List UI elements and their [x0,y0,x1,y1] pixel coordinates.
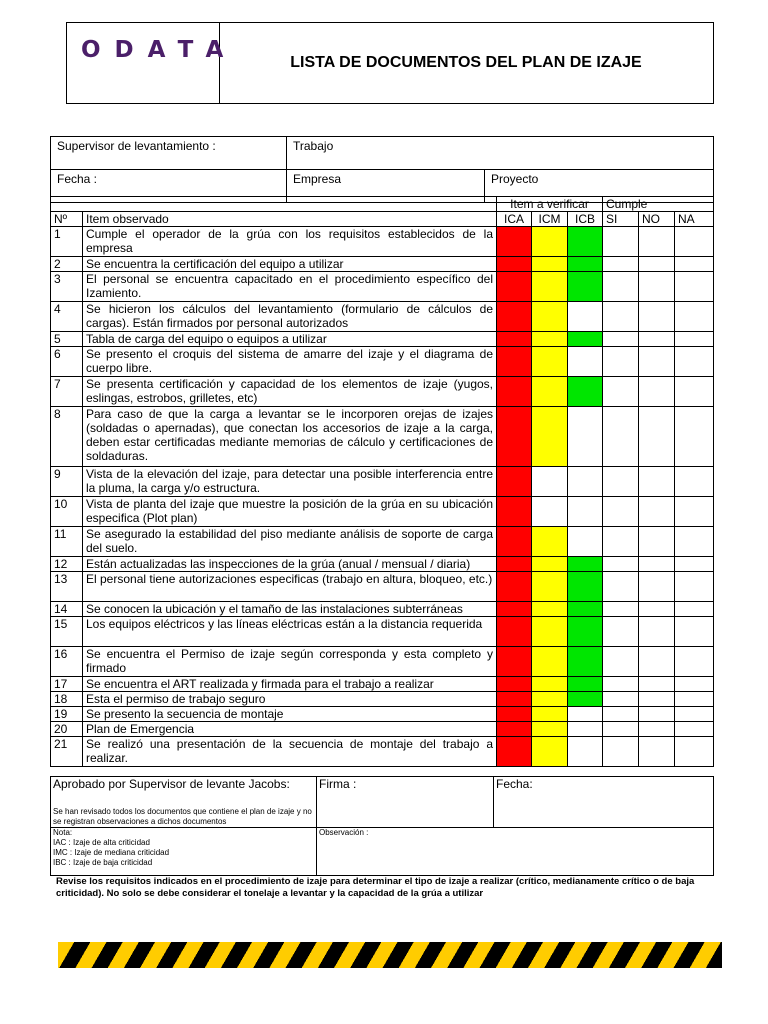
na-checkbox[interactable] [675,227,714,257]
na-checkbox[interactable] [675,677,714,692]
item-number: 10 [51,497,83,527]
table-row [51,332,714,347]
table-row [51,677,714,692]
item-number: 2 [51,257,83,272]
item-number: 17 [51,677,83,692]
cumple-header: Cumple [603,197,714,212]
ica-cell [497,407,532,467]
icm-cell [532,692,568,707]
no-checkbox[interactable] [639,692,675,707]
na-checkbox[interactable] [675,497,714,527]
item-number: 12 [51,557,83,572]
si-checkbox[interactable] [603,467,639,497]
si-checkbox[interactable] [603,692,639,707]
no-checkbox[interactable] [639,257,675,272]
item-text: El personal se encuentra capacitado en el procedimiento específico del Izamiento. [83,272,497,302]
ica-cell [497,572,532,602]
na-checkbox[interactable] [675,557,714,572]
icb-cell [568,347,603,377]
icb-cell [568,602,603,617]
na-checkbox[interactable] [675,467,714,497]
icm-cell [532,302,568,332]
ica-cell [497,617,532,647]
header-box [66,22,714,104]
na-checkbox[interactable] [675,647,714,677]
na-checkbox[interactable] [675,332,714,347]
no-checkbox[interactable] [639,707,675,722]
ica-cell [497,557,532,572]
ica-cell [497,692,532,707]
item-text: Se asegurado la estabilidad del piso mediante análisis de soporte de carga del suelo. [83,527,497,557]
si-checkbox[interactable] [603,647,639,677]
icm-cell [532,332,568,347]
item-text: Se presento la secuencia de montaje [83,707,497,722]
icb-cell [568,692,603,707]
icm-cell [532,347,568,377]
item-text: Esta el permiso de trabajo seguro [83,692,497,707]
ica-cell [497,227,532,257]
fecha-field[interactable]: Fecha : [51,170,287,203]
no-checkbox[interactable] [639,227,675,257]
approval-table [50,776,714,876]
item-number: 13 [51,572,83,602]
ica-cell [497,527,532,557]
table-row [51,527,714,557]
icm-cell [532,527,568,557]
ica-cell [497,602,532,617]
icb-cell [568,302,603,332]
item-number: 15 [51,617,83,647]
item-number: 20 [51,722,83,737]
ica-cell [497,377,532,407]
info-table [50,136,714,203]
si-checkbox[interactable] [603,377,639,407]
observacion-field[interactable]: Observación : [317,828,714,876]
ica-cell [497,707,532,722]
icm-cell [532,722,568,737]
table-row [51,272,714,302]
na-header: NA [675,212,714,227]
item-number: 19 [51,707,83,722]
no-header: NO [639,212,675,227]
ibc-legend: IBC : Izaje de baja criticidad [53,858,153,867]
table-row [51,692,714,707]
si-checkbox[interactable] [603,407,639,467]
table-row [51,557,714,572]
icb-cell [568,617,603,647]
item-text: Se conocen la ubicación y el tamaño de las instalaciones subterráneas [83,602,497,617]
table-row [51,572,714,602]
si-checkbox[interactable] [603,272,639,302]
na-checkbox[interactable] [675,527,714,557]
icb-cell [568,467,603,497]
icm-header: ICM [532,212,568,227]
firma-field[interactable]: Firma : [317,777,494,828]
ica-cell [497,257,532,272]
si-checkbox[interactable] [603,707,639,722]
item-text: Plan de Emergencia [83,722,497,737]
na-checkbox[interactable] [675,722,714,737]
item-number: 1 [51,227,83,257]
ica-cell [497,722,532,737]
icm-cell [532,497,568,527]
aprobado-cell [51,777,317,828]
item-text: Se encuentra la certificación del equipo a utilizar [83,257,497,272]
item-text: Vista de planta del izaje que muestre la posición de la grúa en su ubicación especifica (Plot plan) [83,497,497,527]
no-checkbox[interactable] [639,272,675,302]
si-checkbox[interactable] [603,227,639,257]
no-checkbox[interactable] [639,557,675,572]
si-checkbox[interactable] [603,557,639,572]
no-checkbox[interactable] [639,497,675,527]
empresa-field[interactable]: Empresa [287,170,485,203]
item-text: El personal tiene autorizaciones especificas (trabajo en altura, bloqueo, etc.) [83,572,497,602]
supervisor-field[interactable]: Supervisor de levantamiento : [51,137,287,170]
icb-cell [568,647,603,677]
icb-cell [568,557,603,572]
na-checkbox[interactable] [675,692,714,707]
no-checkbox[interactable] [639,467,675,497]
icb-cell [568,737,603,767]
checklist-table [50,196,714,767]
ica-cell [497,497,532,527]
table-row [51,227,714,257]
no-checkbox[interactable] [639,407,675,467]
item-text: Tabla de carga del equipo o equipos a utilizar [83,332,497,347]
icb-cell [568,257,603,272]
na-checkbox[interactable] [675,737,714,767]
no-checkbox[interactable] [639,347,675,377]
si-header: SI [603,212,639,227]
ica-cell [497,467,532,497]
icm-cell [532,737,568,767]
table-row [51,602,714,617]
no-checkbox[interactable] [639,617,675,647]
icb-cell [568,407,603,467]
na-checkbox[interactable] [675,272,714,302]
item-text: Se encuentra el ART realizada y firmada para el trabajo a realizar [83,677,497,692]
items-body [51,227,714,767]
item-number: 18 [51,692,83,707]
no-checkbox[interactable] [639,572,675,602]
ica-cell [497,302,532,332]
no-checkbox[interactable] [639,302,675,332]
na-checkbox[interactable] [675,707,714,722]
si-checkbox[interactable] [603,527,639,557]
icb-header: ICB [568,212,603,227]
no-checkbox[interactable] [639,602,675,617]
hazard-stripe [58,942,722,968]
na-checkbox[interactable] [675,602,714,617]
item-number: 6 [51,347,83,377]
no-checkbox[interactable] [639,647,675,677]
ica-cell [497,737,532,767]
si-checkbox[interactable] [603,617,639,647]
icb-cell [568,332,603,347]
num-header: Nº [51,212,83,227]
item-number: 16 [51,647,83,677]
icm-cell [532,572,568,602]
page-title: LISTA DE DOCUMENTOS DEL PLAN DE IZAJE [290,54,642,71]
na-checkbox[interactable] [675,407,714,467]
si-checkbox[interactable] [603,722,639,737]
icm-cell [532,677,568,692]
item-text: Para caso de que la carga a levantar se le incorporen orejas de izajes (soldadas o apernadas), que conectan los accesorios de izaje a la carga, deben estar certificadas mediante memorias de cálculo y certificaciones de soldaduras. [83,407,497,467]
aprobado-note: Se han revisado todos los documentos que contiene el plan de izaje y no se registran observaciones a dichos documentos [53,807,312,826]
table-row [51,467,714,497]
icm-cell [532,227,568,257]
item-text: Se presento el croquis del sistema de amarre del izaje y el diagrama de cuerpo libre. [83,347,497,377]
item-number: 5 [51,332,83,347]
item-number: 9 [51,467,83,497]
table-row [51,647,714,677]
no-checkbox[interactable] [639,722,675,737]
ica-cell [497,347,532,377]
table-row [51,377,714,407]
item-text: Se hicieron los cálculos del levantamiento (formulario de cálculos de cargas). Están firmados por personal autorizados [83,302,497,332]
proyecto-field[interactable]: Proyecto [485,170,714,203]
icm-cell [532,407,568,467]
logo-cell [67,23,238,103]
si-checkbox[interactable] [603,332,639,347]
icm-cell [532,257,568,272]
icb-cell [568,272,603,302]
item-header: Item observado [83,212,497,227]
si-checkbox[interactable] [603,302,639,332]
trabajo-field[interactable]: Trabajo [287,137,714,170]
icb-cell [568,377,603,407]
icm-cell [532,602,568,617]
ica-header: ICA [497,212,532,227]
item-number: 21 [51,737,83,767]
item-text: Se presenta certificación y capacidad de los elementos de izaje (yugos, eslingas, estrobos, grilletes, etc) [83,377,497,407]
item-number: 11 [51,527,83,557]
item-text: Se encuentra el Permiso de izaje según corresponda y esta completo y firmado [83,647,497,677]
na-checkbox[interactable] [675,257,714,272]
nota-cell [51,828,317,876]
icb-cell [568,527,603,557]
table-row [51,617,714,647]
icm-cell [532,707,568,722]
na-checkbox[interactable] [675,347,714,377]
item-text: Están actualizadas las inspecciones de la grúa (anual / mensual / diaria) [83,557,497,572]
no-checkbox[interactable] [639,332,675,347]
imc-legend: IMC : Izaje de mediana criticidad [53,848,170,857]
icb-cell [568,707,603,722]
table-row [51,707,714,722]
no-checkbox[interactable] [639,737,675,767]
icm-cell [532,647,568,677]
item-text: Se realizó una presentación de la secuencia de montaje del trabajo a realizar. [83,737,497,767]
si-checkbox[interactable] [603,737,639,767]
na-checkbox[interactable] [675,617,714,647]
aprobado-label: Aprobado por Supervisor de levante Jacobs: [53,777,290,791]
si-checkbox[interactable] [603,677,639,692]
no-checkbox[interactable] [639,677,675,692]
table-row [51,407,714,467]
si-checkbox[interactable] [603,497,639,527]
icm-cell [532,557,568,572]
table-row [51,497,714,527]
icb-cell [568,572,603,602]
company-logo: ODATA [81,37,238,63]
icm-cell [532,377,568,407]
icm-cell [532,272,568,302]
ica-cell [497,647,532,677]
icm-cell [532,467,568,497]
item-number: 3 [51,272,83,302]
ica-cell [497,677,532,692]
na-checkbox[interactable] [675,302,714,332]
table-row [51,257,714,272]
icb-cell [568,722,603,737]
item-text: Los equipos eléctricos y las líneas eléctricas están a la distancia requerida [83,617,497,647]
nota-label: Nota: [53,828,73,837]
ica-cell [497,272,532,302]
icm-cell [532,617,568,647]
iac-legend: IAC : Izaje de alta criticidad [53,838,150,847]
bottom-note: Revise los requisitos indicados en el procedimiento de izaje para determinar el tipo de izaje a realizar (crítico, medianamente crítico o de baja criticidad). No solo se debe considerar el tonelaje a levantar y la capacidad de la grúa a utilizar [56,876,695,899]
item-number: 14 [51,602,83,617]
no-checkbox[interactable] [639,527,675,557]
si-checkbox[interactable] [603,257,639,272]
no-checkbox[interactable] [639,377,675,407]
fecha-approval-field[interactable]: Fecha: [494,777,714,828]
item-text: Vista de la elevación del izaje, para detectar una posible interferencia entre la pluma, la carga y/o estructura. [83,467,497,497]
na-checkbox[interactable] [675,572,714,602]
item-number: 4 [51,302,83,332]
table-row [51,347,714,377]
icb-cell [568,677,603,692]
ica-cell [497,332,532,347]
item-text: Cumple el operador de la grúa con los requisitos establecidos de la empresa [83,227,497,257]
item-verificar-header: Item a verificar [497,197,603,212]
table-row [51,737,714,767]
si-checkbox[interactable] [603,572,639,602]
item-number: 7 [51,377,83,407]
si-checkbox[interactable] [603,602,639,617]
icb-cell [568,227,603,257]
na-checkbox[interactable] [675,377,714,407]
si-checkbox[interactable] [603,347,639,377]
table-row [51,722,714,737]
table-row [51,302,714,332]
icb-cell [568,497,603,527]
item-number: 8 [51,407,83,467]
